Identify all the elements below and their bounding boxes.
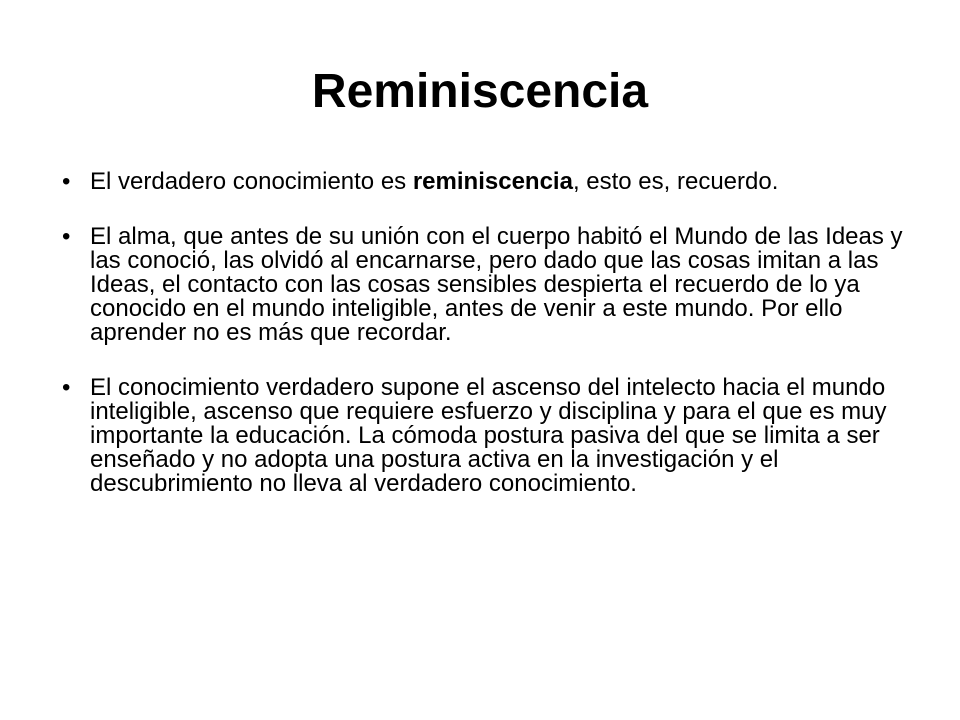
bullet-item-3: [62, 376, 922, 496]
bullet-item-1: [62, 170, 922, 194]
bullet-text-bold: reminiscencia: [412, 168, 573, 195]
bullet-icon: •: [62, 223, 71, 250]
bullet-list: [62, 170, 922, 527]
bullet-text: El alma, que antes de su unión con el cuerpo habitó el Mundo de las Ideas y las conoció, las olvidó al encarnarse, pero dado que las cosas imitan a las Ideas, el contacto con las cosas sensibles despierta el recuerdo de lo ya conocido en el mundo inteligible, antes de venir a este mundo. Por ello aprender no es más que recordar.: [90, 223, 903, 346]
slide-title: Reminiscencia: [311, 65, 649, 118]
bullet-text-pre: El verdadero conocimiento es: [90, 168, 413, 195]
bullet-text-post: , esto es, recuerdo.: [572, 168, 779, 195]
bullet-text: El conocimiento verdadero supone el ascenso del intelecto hacia el mundo inteligible, ascenso que requiere esfuerzo y disciplina y para el que es muy importante la educación. La cómoda postura pasiva del que se limita a ser enseñado y no adopta una postura activa en la investigación y el descubrimiento no lleva al verdadero conocimiento.: [90, 374, 887, 497]
bullet-text: [90, 168, 778, 195]
bullet-icon: •: [62, 374, 71, 401]
bullet-item-2: [62, 225, 922, 345]
bullet-icon: •: [62, 168, 71, 195]
